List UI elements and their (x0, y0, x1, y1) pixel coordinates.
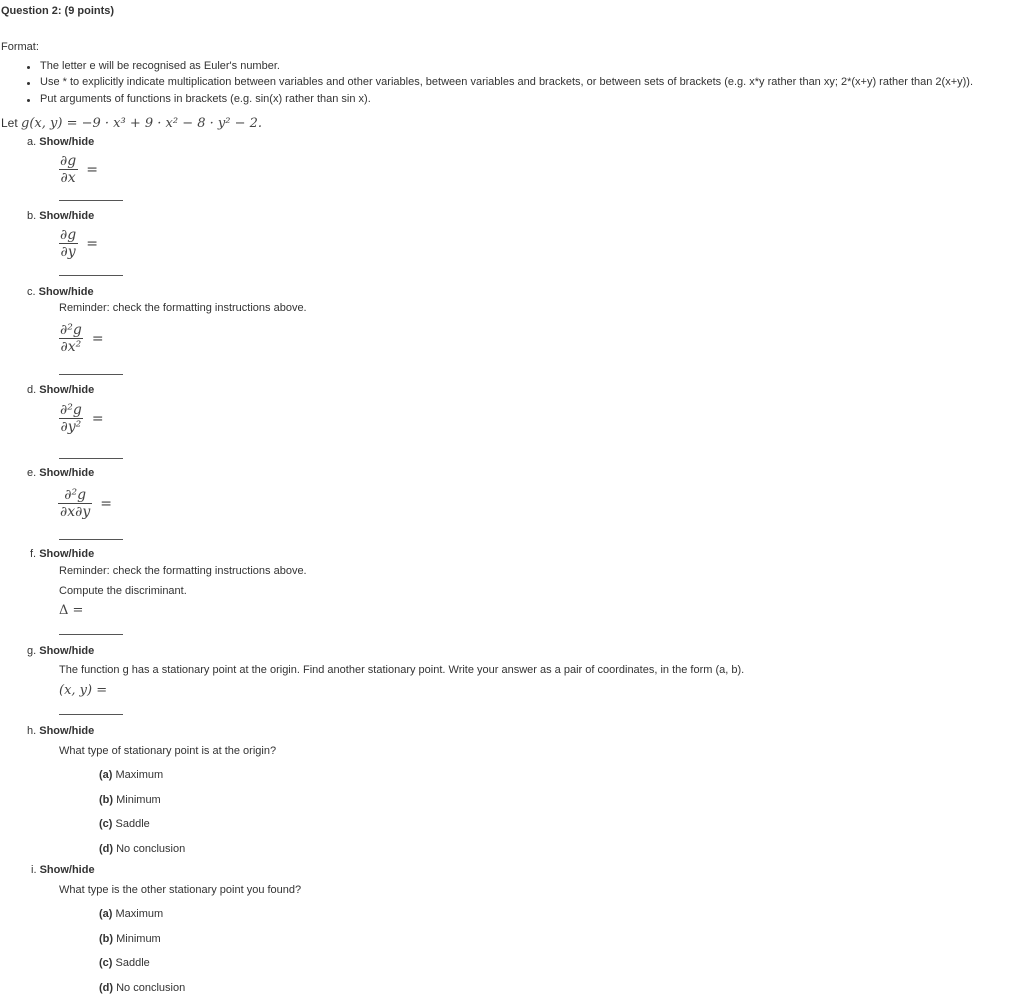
format-bullet-1: The letter e will be recognised as Euler's number. (40, 60, 280, 72)
denominator: ∂x (60, 170, 76, 186)
part-h-header (27, 725, 94, 737)
option-letter: (d) (99, 843, 114, 855)
part-c-expression (58, 323, 104, 355)
show-hide-toggle-f[interactable]: Show/hide (39, 548, 95, 560)
denominator: ∂x² (60, 339, 82, 355)
show-hide-toggle-a[interactable]: Show/hide (39, 136, 95, 148)
bullet-dot (27, 99, 30, 102)
bullet-dot (27, 82, 30, 85)
show-hide-toggle-c[interactable]: Show/hide (38, 286, 94, 298)
part-e-header (27, 467, 94, 479)
option-label: Minimum (116, 794, 161, 806)
numerator: ∂²g (60, 402, 82, 418)
option-letter: (a) (99, 769, 113, 781)
part-f-header (30, 548, 94, 560)
equals-sign: = (86, 162, 98, 178)
part-f-reminder: Reminder: check the formatting instructions above. (59, 565, 307, 577)
option-label: Saddle (115, 818, 150, 830)
part-i-instruction: What type is the other stationary point you found? (59, 884, 302, 896)
option-i-a[interactable] (99, 908, 163, 920)
part-d-header (27, 384, 94, 396)
show-hide-toggle-b[interactable]: Show/hide (39, 210, 95, 222)
part-letter: f. (30, 548, 37, 560)
option-letter: (b) (99, 794, 114, 806)
option-i-b[interactable] (99, 933, 161, 945)
part-b-header (27, 210, 94, 222)
answer-input-b[interactable] (59, 275, 123, 276)
option-h-d[interactable] (99, 843, 185, 855)
part-g-header (27, 645, 94, 657)
coordinate-label: (x, y) = (59, 683, 108, 698)
numerator: ∂²g (60, 322, 82, 338)
function-formula: g(x, y) = −9 · x³ + 9 · x² − 8 · y² − 2. (21, 116, 263, 131)
part-i-header (31, 864, 95, 876)
option-i-c[interactable] (99, 957, 150, 969)
show-hide-toggle-g[interactable]: Show/hide (39, 645, 95, 657)
option-label: Maximum (115, 769, 164, 781)
denominator: ∂x∂y (60, 504, 91, 520)
option-h-a[interactable] (99, 769, 163, 781)
part-letter: h. (27, 725, 37, 737)
denominator: ∂y² (60, 419, 82, 435)
format-bullet-2: Use * to explicitly indicate multiplication between variables and other variables, between variables and brackets, or between sets of brackets (e.g. x*y rather than xy; 2*(x+y) rather than 2(x+y)). (40, 76, 974, 88)
option-label: Minimum (116, 933, 161, 945)
answer-input-f[interactable] (59, 634, 123, 635)
part-b-expression (58, 228, 98, 260)
discriminant-label: Δ = (59, 603, 84, 618)
show-hide-toggle-h[interactable]: Show/hide (39, 725, 95, 737)
part-a-header (27, 136, 94, 148)
format-bullet-3: Put arguments of functions in brackets (e.g. sin(x) rather than sin x). (40, 93, 371, 105)
show-hide-toggle-d[interactable]: Show/hide (39, 384, 95, 396)
option-label: No conclusion (116, 843, 186, 855)
equals-sign: = (91, 411, 104, 427)
numerator: ∂g (60, 227, 77, 243)
denominator: ∂y (60, 244, 76, 260)
option-letter: (b) (99, 933, 114, 945)
bullet-dot (27, 66, 30, 69)
equals-sign: = (100, 496, 113, 512)
option-h-b[interactable] (99, 794, 161, 806)
numerator: ∂²g (64, 487, 87, 503)
option-letter: (a) (99, 908, 113, 920)
answer-input-c[interactable] (59, 374, 123, 375)
option-letter: (d) (99, 982, 114, 994)
answer-input-d[interactable] (59, 458, 123, 459)
show-hide-toggle-e[interactable]: Show/hide (39, 467, 95, 479)
part-e-expression (58, 488, 112, 520)
answer-input-a[interactable] (59, 200, 123, 201)
part-letter: a. (27, 136, 37, 148)
equals-sign: = (86, 236, 98, 252)
numerator: ∂g (60, 153, 77, 169)
part-letter: b. (27, 210, 37, 222)
part-letter: d. (27, 384, 37, 396)
part-d-expression (58, 403, 104, 435)
option-i-d[interactable] (99, 982, 185, 994)
part-a-expression (58, 154, 98, 186)
part-letter: e. (27, 467, 37, 479)
option-h-c[interactable] (99, 818, 150, 830)
show-hide-toggle-i[interactable]: Show/hide (39, 864, 95, 876)
part-letter: i. (31, 864, 37, 876)
part-letter: c. (27, 286, 36, 298)
option-letter: (c) (99, 957, 113, 969)
format-label: Format: (1, 41, 39, 53)
option-label: No conclusion (116, 982, 186, 994)
part-letter: g. (27, 645, 37, 657)
option-label: Saddle (115, 957, 150, 969)
part-f-instruction: Compute the discriminant. (59, 585, 187, 597)
question-title: Question 2: (9 points) (1, 5, 115, 17)
part-h-instruction: What type of stationary point is at the origin? (59, 745, 277, 757)
answer-input-e[interactable] (59, 539, 123, 540)
part-c-header (27, 286, 94, 298)
equals-sign: = (91, 331, 104, 347)
option-label: Maximum (115, 908, 164, 920)
function-definition (1, 116, 262, 131)
part-c-reminder: Reminder: check the formatting instructions above. (59, 302, 307, 314)
option-letter: (c) (99, 818, 113, 830)
let-prefix: Let (1, 116, 18, 130)
answer-input-g[interactable] (59, 714, 123, 715)
part-g-instruction: The function g has a stationary point at the origin. Find another stationary point. Write your answer as a pair of coordinates, in the form (a, b). (59, 664, 745, 676)
